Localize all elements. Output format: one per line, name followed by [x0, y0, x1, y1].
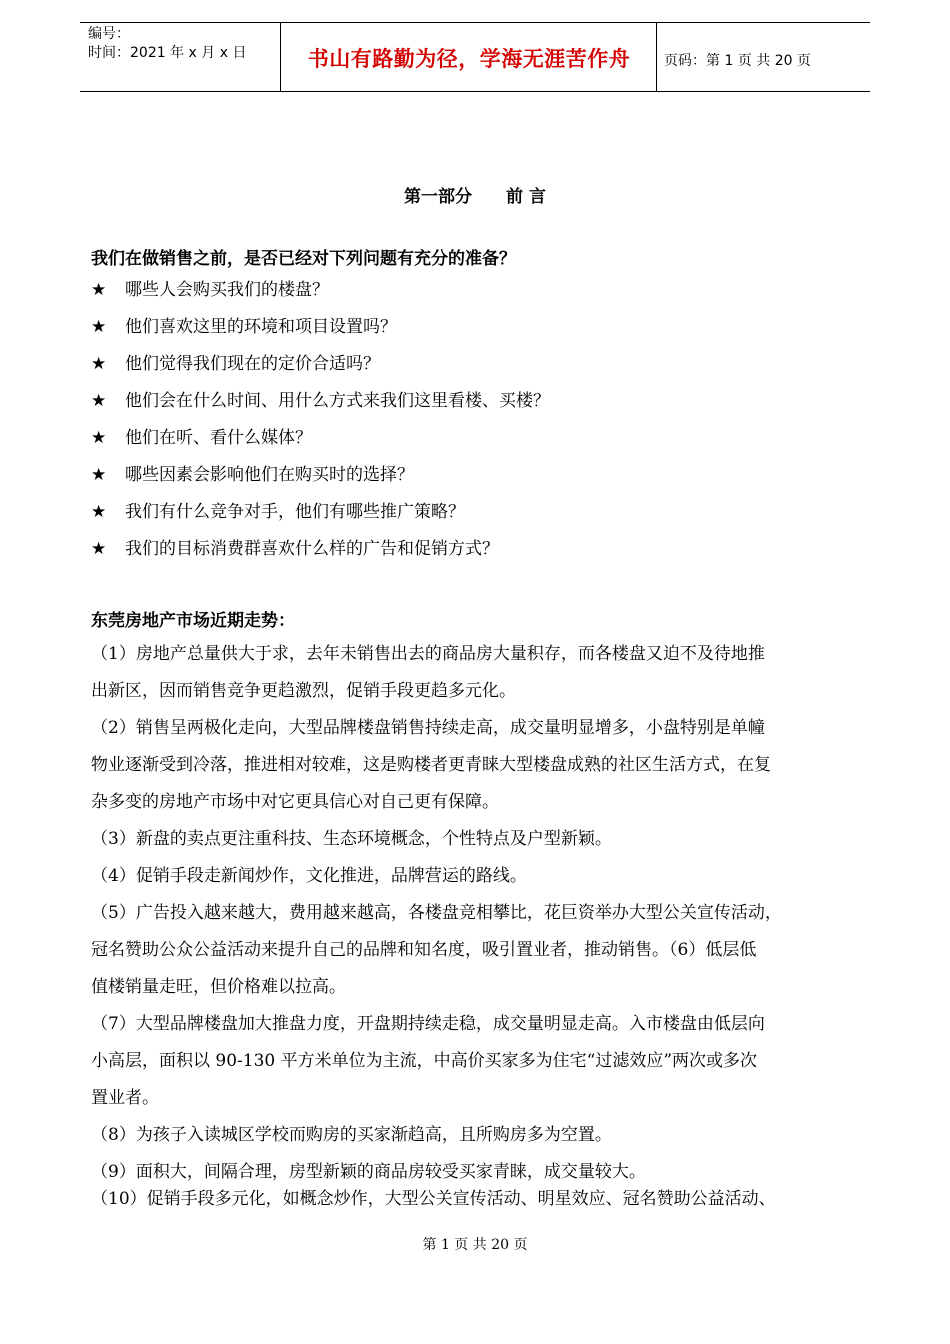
paragraph-line: 置业者。 — [91, 1088, 159, 1108]
list-item — [91, 315, 550, 352]
header-meta — [88, 25, 246, 63]
section-name: 前 言 — [506, 187, 546, 207]
paragraph-line: 杂多变的房地产市场中对它更具信心对自己更有保障。 — [91, 792, 499, 812]
trend-heading: 东莞房地产市场近期走势： — [91, 611, 295, 631]
question-text: 我们的目标消费群喜欢什么样的广告和促销方式？ — [125, 539, 499, 559]
star-icon: ★ — [91, 280, 107, 300]
paragraph-line: （1）房地产总量供大于求，去年未销售出去的商品房大量积存，而各楼盘又迫不及待地推 — [91, 644, 765, 664]
question-text: 哪些因素会影响他们在购买时的选择？ — [125, 465, 414, 485]
header-divider — [656, 23, 657, 91]
paragraph-line: 物业逐渐受到冷落，推进相对较难，这是购楼者更青睐大型楼盘成熟的社区生活方式，在复 — [91, 755, 771, 775]
section-title — [0, 182, 950, 207]
paragraph-line: （8）为孩子入读城区学校而购房的买家渐趋高，且所购房多为空置。 — [91, 1125, 612, 1145]
star-icon: ★ — [91, 539, 107, 559]
list-item — [91, 389, 550, 426]
star-icon: ★ — [91, 391, 107, 411]
paragraph-line: 小高层，面积以 90-130 平方米单位为主流，中高价买家多为住宅“过滤效应”两次或多次 — [91, 1051, 758, 1071]
star-icon: ★ — [91, 502, 107, 522]
list-item — [91, 426, 550, 463]
paragraph-line: 值楼销量走旺，但价格难以拉高。 — [91, 977, 346, 997]
question-text: 他们喜欢这里的环境和项目设置吗？ — [125, 317, 397, 337]
question-text: 哪些人会购买我们的楼盘？ — [125, 280, 329, 300]
paragraph-line: （5）广告投入越来越大，费用越来越高，各楼盘竞相攀比，花巨资举办大型公关宣传活动， — [91, 903, 782, 923]
trend-paragraphs — [91, 636, 871, 1214]
list-item — [91, 537, 550, 574]
document-number-label: 编号： — [88, 26, 130, 42]
list-item — [91, 463, 550, 500]
question-list — [91, 278, 550, 574]
header-motto: 书山有路勤为径，学海无涯苦作舟 — [307, 46, 631, 71]
paragraph-line: （2）销售呈两极化走向，大型品牌楼盘销售持续走高，成交量明显增多，小盘特别是单幢 — [91, 718, 765, 738]
star-icon: ★ — [91, 465, 107, 485]
paragraph-line: 出新区，因而销售竞争更趋激烈，促销手段更趋多元化。 — [91, 681, 516, 701]
question-text: 我们有什么竞争对手，他们有哪些推广策略？ — [125, 502, 465, 522]
paragraph-line: （10）促销手段多元化，如概念炒作，大型公关宣传活动、明星效应、冠名赞助公益活动、 — [91, 1189, 776, 1209]
header-page-info: 页码：第 1 页 共 20 页 — [664, 53, 811, 69]
document-time-label: 时间：2021 年 x 月 x 日 — [88, 45, 247, 61]
paragraph-line: （4）促销手段走新闻炒作，文化推进，品牌营运的路线。 — [91, 866, 527, 886]
paragraph-line: （3）新盘的卖点更注重科技、生态环境概念，个性特点及户型新颖。 — [91, 829, 612, 849]
header-divider — [280, 23, 281, 91]
page-footer: 第 1 页 共 20 页 — [422, 1237, 528, 1253]
star-icon: ★ — [91, 354, 107, 374]
star-icon: ★ — [91, 428, 107, 448]
list-item — [91, 278, 550, 315]
paragraph-line: 冠名赞助公众公益活动来提升自己的品牌和知名度，吸引置业者，推动销售。（6）低层低 — [91, 940, 757, 960]
list-item — [91, 352, 550, 389]
paragraph-line: （7）大型品牌楼盘加大推盘力度，开盘期持续走稳，成交量明显走高。入市楼盘由低层向 — [91, 1014, 765, 1034]
list-item — [91, 500, 550, 537]
section-part: 第一部分 — [404, 187, 473, 207]
page-header — [80, 22, 870, 92]
paragraph-line: （9）面积大，间隔合理，房型新颖的商品房较受买家青睐，成交量较大。 — [91, 1162, 646, 1182]
question-heading: 我们在做销售之前，是否已经对下列问题有充分的准备？ — [91, 249, 516, 269]
question-text: 他们会在什么时间、用什么方式来我们这里看楼、买楼？ — [125, 391, 550, 411]
star-icon: ★ — [91, 317, 107, 337]
question-text: 他们觉得我们现在的定价合适吗？ — [125, 354, 380, 374]
question-text: 他们在听、看什么媒体？ — [125, 428, 312, 448]
